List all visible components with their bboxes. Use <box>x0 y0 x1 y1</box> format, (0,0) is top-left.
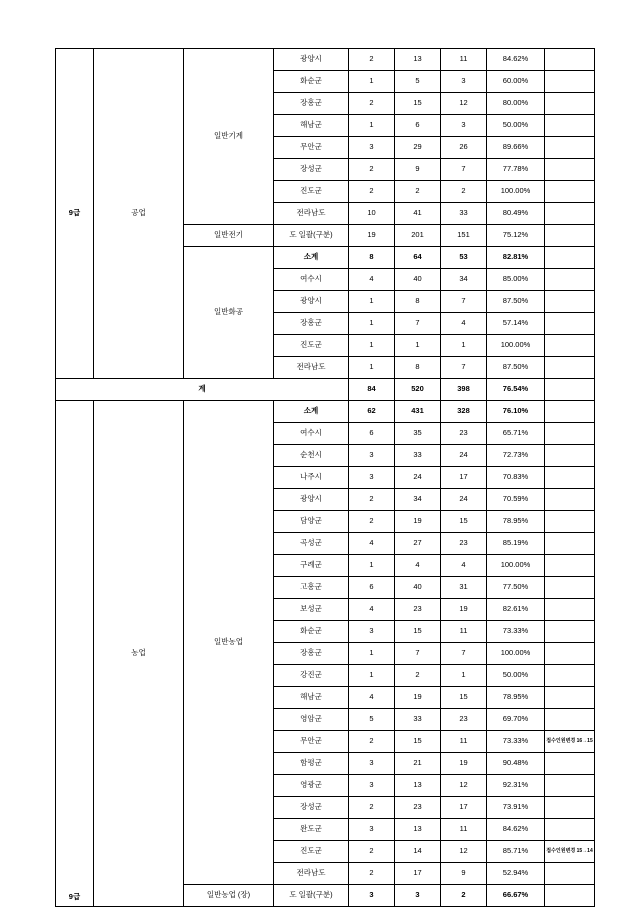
note-cell <box>545 885 595 907</box>
rate-cell: 73.91% <box>487 797 545 819</box>
rate-cell: 100.00% <box>487 555 545 577</box>
note-cell <box>545 489 595 511</box>
value-cell: 11 <box>441 49 487 71</box>
value-cell: 19 <box>441 753 487 775</box>
note-cell <box>545 313 595 335</box>
series-cell: 일반기계 <box>184 49 274 225</box>
value-cell: 33 <box>441 203 487 225</box>
value-cell: 3 <box>349 467 395 489</box>
region-cell: 진도군 <box>274 841 349 863</box>
value-cell: 23 <box>441 423 487 445</box>
note-cell <box>545 665 595 687</box>
rate-cell: 87.50% <box>487 357 545 379</box>
value-cell: 3 <box>349 137 395 159</box>
value-cell: 4 <box>441 555 487 577</box>
rate-cell: 89.66% <box>487 137 545 159</box>
value-cell: 15 <box>395 731 441 753</box>
rate-cell: 77.50% <box>487 577 545 599</box>
value-cell: 33 <box>395 709 441 731</box>
value-cell: 3 <box>349 775 395 797</box>
value-cell: 2 <box>349 49 395 71</box>
note-cell <box>545 93 595 115</box>
note-cell <box>545 401 595 423</box>
value-cell: 19 <box>395 687 441 709</box>
value-cell: 4 <box>349 533 395 555</box>
value-cell: 4 <box>349 599 395 621</box>
table-row <box>56 401 595 423</box>
rate-cell: 100.00% <box>487 643 545 665</box>
region-cell: 소계 <box>274 401 349 423</box>
region-cell: 보성군 <box>274 599 349 621</box>
region-cell: 장성군 <box>274 159 349 181</box>
value-cell: 3 <box>349 753 395 775</box>
region-cell: 광양시 <box>274 489 349 511</box>
value-cell: 11 <box>441 621 487 643</box>
value-cell: 431 <box>395 401 441 423</box>
region-cell: 화순군 <box>274 71 349 93</box>
value-cell: 26 <box>441 137 487 159</box>
note-cell <box>545 181 595 203</box>
value-cell: 6 <box>349 577 395 599</box>
value-cell: 12 <box>441 93 487 115</box>
region-cell: 순천시 <box>274 445 349 467</box>
region-cell: 광양시 <box>274 49 349 71</box>
value-cell: 7 <box>395 313 441 335</box>
value-cell: 1 <box>349 291 395 313</box>
rate-cell: 69.70% <box>487 709 545 731</box>
note-cell <box>545 137 595 159</box>
rate-cell: 87.50% <box>487 291 545 313</box>
value-cell: 8 <box>395 357 441 379</box>
note-cell <box>545 819 595 841</box>
value-cell: 15 <box>395 621 441 643</box>
region-cell: 해남군 <box>274 115 349 137</box>
grade-cell: 9급 <box>56 49 94 379</box>
rate-cell: 78.95% <box>487 687 545 709</box>
region-cell: 담양군 <box>274 511 349 533</box>
value-cell: 12 <box>441 775 487 797</box>
region-cell: 영암군 <box>274 709 349 731</box>
value-cell: 4 <box>395 555 441 577</box>
value-cell: 23 <box>441 533 487 555</box>
rate-cell: 80.49% <box>487 203 545 225</box>
total-value: 84 <box>349 379 395 401</box>
region-cell: 곡성군 <box>274 533 349 555</box>
rate-cell: 73.33% <box>487 731 545 753</box>
value-cell: 10 <box>349 203 395 225</box>
value-cell: 9 <box>441 863 487 885</box>
value-cell: 2 <box>395 181 441 203</box>
grade-cell: 9급 <box>56 401 94 907</box>
value-cell: 11 <box>441 731 487 753</box>
value-cell: 3 <box>349 621 395 643</box>
value-cell: 1 <box>349 357 395 379</box>
value-cell: 14 <box>395 841 441 863</box>
value-cell: 3 <box>441 71 487 93</box>
rate-cell: 50.00% <box>487 115 545 137</box>
note-cell: 접수인원변경 16→15 <box>545 731 595 753</box>
field-cell: 공업 <box>94 49 184 379</box>
value-cell: 1 <box>441 665 487 687</box>
note-cell <box>545 797 595 819</box>
statistics-table <box>55 48 595 907</box>
note-cell <box>545 225 595 247</box>
value-cell: 33 <box>395 445 441 467</box>
rate-cell: 52.94% <box>487 863 545 885</box>
value-cell: 8 <box>349 247 395 269</box>
region-cell: 장흥군 <box>274 313 349 335</box>
region-cell: 여수시 <box>274 423 349 445</box>
rate-cell: 50.00% <box>487 665 545 687</box>
value-cell: 6 <box>349 423 395 445</box>
note-cell <box>545 269 595 291</box>
value-cell: 2 <box>349 93 395 115</box>
value-cell: 23 <box>395 599 441 621</box>
note-cell <box>545 533 595 555</box>
field-cell: 농업 <box>94 401 184 907</box>
value-cell: 13 <box>395 49 441 71</box>
value-cell: 1 <box>349 643 395 665</box>
value-cell: 24 <box>441 445 487 467</box>
value-cell: 7 <box>395 643 441 665</box>
value-cell: 7 <box>441 159 487 181</box>
value-cell: 8 <box>395 291 441 313</box>
value-cell: 53 <box>441 247 487 269</box>
value-cell: 15 <box>395 93 441 115</box>
value-cell: 7 <box>441 357 487 379</box>
region-cell: 영광군 <box>274 775 349 797</box>
region-cell: 전라남도 <box>274 203 349 225</box>
region-cell: 해남군 <box>274 687 349 709</box>
region-cell: 소계 <box>274 247 349 269</box>
note-cell <box>545 643 595 665</box>
total-row <box>56 379 595 401</box>
rate-cell: 80.00% <box>487 93 545 115</box>
value-cell: 19 <box>349 225 395 247</box>
note-cell <box>545 71 595 93</box>
note-cell: 접수인원변경 15→14 <box>545 841 595 863</box>
value-cell: 3 <box>349 885 395 907</box>
note-cell <box>545 445 595 467</box>
value-cell: 1 <box>349 313 395 335</box>
value-cell: 23 <box>395 797 441 819</box>
region-cell: 장흥군 <box>274 643 349 665</box>
region-cell: 전라남도 <box>274 357 349 379</box>
note-cell <box>545 423 595 445</box>
rate-cell: 84.62% <box>487 819 545 841</box>
rate-cell: 100.00% <box>487 181 545 203</box>
table-row <box>56 49 595 71</box>
value-cell: 3 <box>395 885 441 907</box>
value-cell: 3 <box>441 115 487 137</box>
rate-cell: 82.61% <box>487 599 545 621</box>
value-cell: 2 <box>349 797 395 819</box>
rate-cell: 85.19% <box>487 533 545 555</box>
note-cell <box>545 291 595 313</box>
note-cell <box>545 687 595 709</box>
region-cell: 여수시 <box>274 269 349 291</box>
region-cell: 장성군 <box>274 797 349 819</box>
rate-cell: 82.81% <box>487 247 545 269</box>
table-body <box>56 49 595 907</box>
total-rate: 76.54% <box>487 379 545 401</box>
value-cell: 2 <box>349 731 395 753</box>
value-cell: 64 <box>395 247 441 269</box>
note-cell <box>545 863 595 885</box>
value-cell: 23 <box>441 709 487 731</box>
note-cell <box>545 467 595 489</box>
rate-cell: 100.00% <box>487 335 545 357</box>
note-cell <box>545 247 595 269</box>
rate-cell: 65.71% <box>487 423 545 445</box>
value-cell: 7 <box>441 643 487 665</box>
value-cell: 1 <box>349 71 395 93</box>
region-cell: 진도군 <box>274 335 349 357</box>
value-cell: 15 <box>441 687 487 709</box>
value-cell: 201 <box>395 225 441 247</box>
value-cell: 3 <box>349 445 395 467</box>
value-cell: 41 <box>395 203 441 225</box>
region-cell: 장흥군 <box>274 93 349 115</box>
note-cell <box>545 709 595 731</box>
note-cell <box>545 621 595 643</box>
rate-cell: 60.00% <box>487 71 545 93</box>
note-cell <box>545 49 595 71</box>
region-cell: 함평군 <box>274 753 349 775</box>
value-cell: 9 <box>395 159 441 181</box>
value-cell: 62 <box>349 401 395 423</box>
region-cell: 무안군 <box>274 137 349 159</box>
note-cell <box>545 159 595 181</box>
value-cell: 6 <box>395 115 441 137</box>
value-cell: 19 <box>395 511 441 533</box>
value-cell: 1 <box>349 335 395 357</box>
value-cell: 19 <box>441 599 487 621</box>
value-cell: 13 <box>395 819 441 841</box>
region-cell: 광양시 <box>274 291 349 313</box>
value-cell: 4 <box>441 313 487 335</box>
value-cell: 328 <box>441 401 487 423</box>
rate-cell: 90.48% <box>487 753 545 775</box>
value-cell: 2 <box>349 489 395 511</box>
value-cell: 17 <box>441 797 487 819</box>
value-cell: 5 <box>349 709 395 731</box>
value-cell: 13 <box>395 775 441 797</box>
region-cell: 나주시 <box>274 467 349 489</box>
note-cell <box>545 511 595 533</box>
total-value: 398 <box>441 379 487 401</box>
note-cell <box>545 753 595 775</box>
value-cell: 35 <box>395 423 441 445</box>
value-cell: 5 <box>395 71 441 93</box>
total-note <box>545 379 595 401</box>
rate-cell: 73.33% <box>487 621 545 643</box>
value-cell: 17 <box>441 467 487 489</box>
value-cell: 40 <box>395 577 441 599</box>
value-cell: 21 <box>395 753 441 775</box>
rate-cell: 76.10% <box>487 401 545 423</box>
region-cell: 전라남도 <box>274 863 349 885</box>
value-cell: 1 <box>349 665 395 687</box>
note-cell <box>545 555 595 577</box>
note-cell <box>545 203 595 225</box>
series-cell: 일반농업 (장) <box>184 885 274 907</box>
rate-cell: 57.14% <box>487 313 545 335</box>
value-cell: 2 <box>441 885 487 907</box>
series-cell: 일반화공 <box>184 247 274 379</box>
note-cell <box>545 599 595 621</box>
value-cell: 7 <box>441 291 487 313</box>
rate-cell: 70.83% <box>487 467 545 489</box>
value-cell: 12 <box>441 841 487 863</box>
value-cell: 27 <box>395 533 441 555</box>
note-cell <box>545 115 595 137</box>
series-cell: 일반농업 <box>184 401 274 885</box>
note-cell <box>545 335 595 357</box>
rate-cell: 78.95% <box>487 511 545 533</box>
value-cell: 2 <box>395 665 441 687</box>
series-cell: 일반전기 <box>184 225 274 247</box>
value-cell: 40 <box>395 269 441 291</box>
value-cell: 2 <box>349 181 395 203</box>
value-cell: 1 <box>349 115 395 137</box>
region-cell: 강진군 <box>274 665 349 687</box>
region-cell: 화순군 <box>274 621 349 643</box>
value-cell: 17 <box>395 863 441 885</box>
value-cell: 2 <box>349 511 395 533</box>
note-cell <box>545 357 595 379</box>
value-cell: 24 <box>395 467 441 489</box>
value-cell: 31 <box>441 577 487 599</box>
total-value: 520 <box>395 379 441 401</box>
rate-cell: 84.62% <box>487 49 545 71</box>
rate-cell: 85.71% <box>487 841 545 863</box>
value-cell: 4 <box>349 269 395 291</box>
value-cell: 151 <box>441 225 487 247</box>
value-cell: 2 <box>349 159 395 181</box>
rate-cell: 92.31% <box>487 775 545 797</box>
region-cell: 무안군 <box>274 731 349 753</box>
region-cell: 도 일괄(구분) <box>274 885 349 907</box>
value-cell: 29 <box>395 137 441 159</box>
note-cell <box>545 775 595 797</box>
region-cell: 구례군 <box>274 555 349 577</box>
region-cell: 완도군 <box>274 819 349 841</box>
value-cell: 24 <box>441 489 487 511</box>
region-cell: 진도군 <box>274 181 349 203</box>
value-cell: 3 <box>349 819 395 841</box>
value-cell: 11 <box>441 819 487 841</box>
value-cell: 34 <box>395 489 441 511</box>
value-cell: 4 <box>349 687 395 709</box>
value-cell: 1 <box>441 335 487 357</box>
rate-cell: 77.78% <box>487 159 545 181</box>
region-cell: 고흥군 <box>274 577 349 599</box>
region-cell: 도 일괄(구분) <box>274 225 349 247</box>
rate-cell: 70.59% <box>487 489 545 511</box>
total-label: 계 <box>56 379 349 401</box>
value-cell: 2 <box>349 841 395 863</box>
rate-cell: 66.67% <box>487 885 545 907</box>
rate-cell: 72.73% <box>487 445 545 467</box>
value-cell: 2 <box>441 181 487 203</box>
note-cell <box>545 577 595 599</box>
rate-cell: 75.12% <box>487 225 545 247</box>
value-cell: 2 <box>349 863 395 885</box>
value-cell: 1 <box>395 335 441 357</box>
value-cell: 1 <box>349 555 395 577</box>
rate-cell: 85.00% <box>487 269 545 291</box>
value-cell: 15 <box>441 511 487 533</box>
value-cell: 34 <box>441 269 487 291</box>
